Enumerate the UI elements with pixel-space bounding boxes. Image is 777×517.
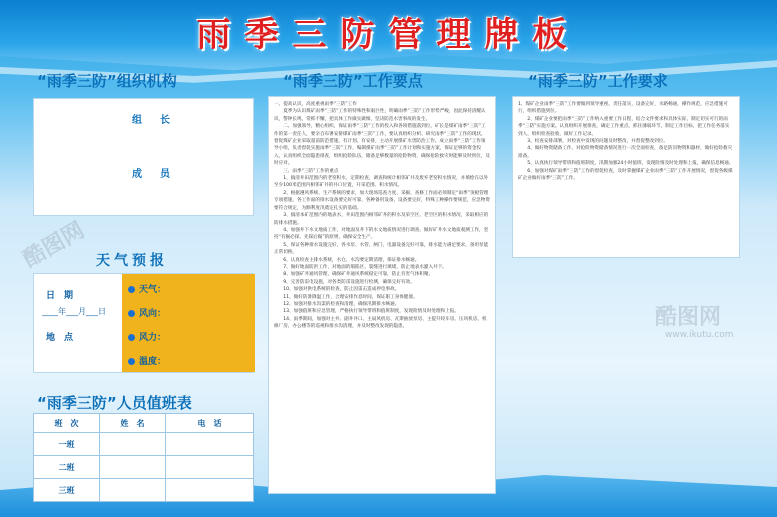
temp-label: 温度： bbox=[139, 357, 167, 367]
duty-col-phone: 电 话 bbox=[166, 414, 254, 433]
duty-col-shift: 班 次 bbox=[34, 414, 100, 433]
table-row bbox=[34, 456, 254, 479]
duty-col-name: 姓 名 bbox=[100, 414, 166, 433]
weather-left bbox=[34, 274, 122, 372]
table-row bbox=[34, 479, 254, 502]
wind-dir-row bbox=[128, 306, 166, 319]
duty-shift-3: 三班 bbox=[34, 479, 100, 502]
date-label: 日 期 bbox=[46, 291, 74, 301]
weather-right bbox=[122, 274, 255, 372]
duty-name-3 bbox=[100, 479, 166, 502]
table-row bbox=[34, 433, 254, 456]
place-label: 地 点 bbox=[46, 333, 74, 343]
sky-dot-icon bbox=[128, 286, 135, 293]
wind-force-dot-icon bbox=[128, 334, 135, 341]
wind-dir-dot-icon bbox=[128, 310, 135, 317]
duty-phone-3 bbox=[166, 479, 254, 502]
watermark-left: 酷图网 bbox=[19, 217, 89, 273]
duty-shift-2: 二班 bbox=[34, 456, 100, 479]
duty-name-1 bbox=[100, 433, 166, 456]
duty-name-2 bbox=[100, 456, 166, 479]
org-panel bbox=[33, 98, 254, 216]
weather-heading: 天气预报 bbox=[96, 253, 168, 269]
requirements-heading: “雨季三防”工作要求 bbox=[528, 72, 668, 90]
title-band bbox=[0, 8, 777, 54]
duty-phone-2 bbox=[166, 456, 254, 479]
watermark-right: 酷图网 bbox=[655, 305, 722, 330]
key-points-heading: “雨季三防”工作要点 bbox=[283, 72, 423, 90]
duty-shift-1: 一班 bbox=[34, 433, 100, 456]
wind-force-row bbox=[128, 330, 166, 343]
sky-row bbox=[128, 282, 166, 295]
duty-phone-1 bbox=[166, 433, 254, 456]
temp-row bbox=[128, 354, 166, 367]
org-heading: “雨季三防”组织机构 bbox=[37, 72, 177, 90]
wind-dir-label: 风向： bbox=[139, 309, 167, 319]
duty-header-row bbox=[34, 414, 254, 433]
leader-label: 组 长 bbox=[132, 115, 174, 126]
duty-table bbox=[33, 413, 254, 502]
requirements-panel bbox=[512, 96, 740, 258]
requirements-body: 1、煤矿企业雨季“三防”工作要做到领导重视，责任落实，设备完好，水路畅通，操作规范，应急措施可行，组织措施到位。 2、煤矿企业要把雨季“三防”工作纳入重要工作日程，结合文件要求和具体实际，制定切实可行的雨季“三防”实施方案。认真组织开展排查，确定工作重点，抓住薄弱环节，制定工作目标，把工作任务落实到人，组织检查验收，做好工作记录。 3、检查安排部署，对检查中发现的问题及时整改，并督促整改到位。 4、做好物资储备工作，对抢险物资储备情况进行一次全面检查，备足防汛物资和器材，做好抢险救灾准备。 5、认真执行领导带班和值班制度，汛期加强24小时值班，发现险情及时处理和上报，确保信息畅通。 6、加强对煤矿雨季“三防”工作的督促检查，及时掌握煤矿企业雨季“三防”工作开展情况，督促各级煤矿企业做好雨季“三防”工作。 bbox=[518, 102, 734, 182]
key-points-panel bbox=[268, 96, 496, 494]
weather-panel bbox=[33, 273, 254, 373]
date-format: ____年___月___日 bbox=[42, 307, 106, 316]
temp-dot-icon bbox=[128, 358, 135, 365]
sky-label: 天气： bbox=[139, 285, 167, 295]
duty-heading: “雨季三防”人员值班表 bbox=[37, 394, 192, 412]
key-points-body: 一、提高认识，高度重视雨季“三防”工作 夏季为认识煤矿雨季“三防”工作的特殊性和艰巨性，明确雨季“三防”工作形势严峻，因此保持清醒认识，警钟长鸣，常抓不懈，把具体工作做实做细，坚决防范水害事故的发生。 二、加强领导，精心组织，保证雨季“三防”工作的投入和各项措施落到位。矿长是煤矿雨季“三防”工作的第一责任人，要亲自布署安排煤矿雨季“三防”工作，要认真组织分析、研究雨季“三防”工作的现状，督促煤矿企业采取超前防范措施，有计划、有安排，主动开展煤矿水害防治工作。成立雨季“三防”工作领导小组，负责督促实施雨季“三防”工作，编制煤矿雨季“三防”工作计划和实施方案，保证足够的资金投入，认真组织全面隐患排查，组织抢险队伍，储备足够数量的抢险物资，确保抢险救灾时能够及时到位，及时应对。 三、雨季“三防”工作的重点 1、搞清井田范围内的老窑积水，定期检查，调查和统计相邻矿井及废弃老窑积水情况，并填绘在以外至少100米范围内相邻矿井的井口位置，开采范围、积水情况。 2、根据遵风系统、生产系统的要求，加大现场巡查力度，采掘、查修工作面必须制定“雨季”顶板管理专项措施，各工作面的排水设备要完好可靠，各种备用设备、设备要完好，特殊工种操作要规范，应急物资要符合规定，为顺利度汛奠定扎实的基础。 3、搞清本矿范围内的地表水，井田范围内相邻矿井的积水及采空区、老空区的积水情况，采取相应的防排水措施。 4、加强井下水文地质工作，对地面及井下的水文地质情况进行调查，做好矿井水文地质观测工作，坚持“有掘必探，先探后掘”的原则，确保安全生产。 5、保证各种排水设施完好，各水泵、水管、闸门、电器设备完好可靠，排水能力满足要求，备用泵能正常切换。 6、认真检查主排水系统，水仓、水沟要定期清理，保证排水畅通。 7、做好地面防洪工作，对地面的塌陷区、裂缝进行填堵，防止地表水灌入井下。 8、加强矿井通风管理，确保矿井通风系统稳定可靠，防止有害气体积聚。 9、完善防雷电设施，对各类防雷设施进行检测，确保完好有效。 10、加强对供电系统的检查，防止因雷击造成停电事故。 11、做好防暑降温工作，合理安排作息时间，保证职工身体健康。 12、加强对排水沟渠的检查和清理，确保汛期排水畅通。 13、加强值班和应急管理，严格执行领导带班和值班制度，发现险情及时处理和上报。 14、雨季期间，加强对主井、副井井口、主扇风机房、瓦斯抽放泵房、主提升绞车房、压风机房、机修厂房、办公楼等的巡视和排水沟清理，并及时整改发现的隐患。 bbox=[274, 102, 490, 330]
member-label: 成 员 bbox=[132, 169, 174, 180]
wind-force-label: 风力： bbox=[139, 333, 167, 343]
watermark-url: www.ikutu.com bbox=[665, 330, 734, 340]
board-title: 雨季三防管理牌板 bbox=[196, 14, 581, 55]
